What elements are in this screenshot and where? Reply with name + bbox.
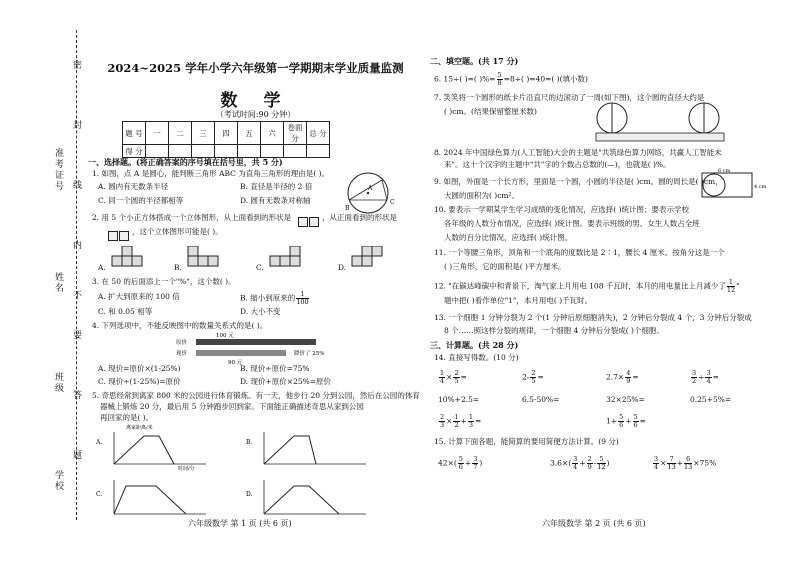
page-1 xyxy=(88,0,423,561)
q1-option-a: A. 圆内有无数条半径 xyxy=(98,182,169,191)
seal-char: 内 xyxy=(71,240,81,251)
score-cell: 四 xyxy=(215,122,238,145)
label-exam-number: 准考证号 xyxy=(53,148,63,192)
q2-shape-b xyxy=(186,246,226,272)
q14-item: 0.25+5%= xyxy=(690,395,732,404)
q14-item: 32×25%= xyxy=(606,395,645,404)
q14-item: 10%+2.5= xyxy=(438,395,480,404)
q12-line-1: 12. "在碳达峰碳中和背景下，淘气家上月用电 108 千瓦时，本月的用电量比上月减少了 $\frac{1}{12}$ " xyxy=(434,278,740,294)
q9-line-2: 大圆的面积为( )cm²。 xyxy=(444,191,520,200)
label-class: 班级 xyxy=(53,372,63,394)
q2-option-c: C. xyxy=(256,263,264,272)
svg-text:D.: D. xyxy=(246,491,253,498)
q15-item-3: $\frac{3}{4}$ × $\frac{7}{13}$ + $\frac{6}{13}$ ×75% xyxy=(654,455,717,471)
binding-strip xyxy=(0,0,88,561)
q5-stem-3: 再回家的是( )。 xyxy=(100,413,154,422)
q13-line-1: 13. 一个细胞 1 分钟分裂为 2 个(1 分钟后原细胞消失)，2 分钟后分裂成 4 个，3 分钟后分裂成 xyxy=(434,313,752,322)
score-table xyxy=(122,121,330,158)
q4-stem: 4. 下列选项中，不能反映图中的数量关系式的是( )。 xyxy=(92,321,268,330)
score-cell: 题 号 xyxy=(123,122,146,145)
q2-front-view-icon xyxy=(108,226,130,245)
svg-text:B: B xyxy=(345,205,350,212)
q5-graph-b xyxy=(246,432,366,464)
q5-stem-2: 器械上锻炼 20 分，最后用 5 分钟跑步回到家。下面能正确描述奇思从家到公园 xyxy=(100,402,364,411)
q5-graph-d xyxy=(246,480,366,514)
q9-rect-circle-figure xyxy=(700,168,770,200)
score-cell[interactable] xyxy=(307,145,330,158)
q4-option-b: B. 现价÷原价=75% xyxy=(240,364,310,373)
seal-char: 题 xyxy=(71,450,81,461)
q12-line-2: 题中把( )看作单位"1"，本月用电( )千瓦时。 xyxy=(444,296,593,305)
q14-item: $\frac{3}{2}$ ÷ $\frac{3}{4}$ = xyxy=(692,369,719,385)
q8-line-2: 来"。这十个汉字的主题中"共"字的个数占总数的(—)，也就是( )%。 xyxy=(444,160,671,169)
q5-graphs xyxy=(96,424,416,518)
q1-option-c: C. 同一个圆的半径都相等 xyxy=(98,196,184,205)
q2-shape-d xyxy=(350,246,390,272)
q14-item: 1+ $\frac{5}{6}$ + $\frac{5}{6}$ = xyxy=(606,413,646,429)
seal-line xyxy=(76,30,77,520)
q1-stem: 1. 如图，点 A 是圆心，能判断三角形 ABC 为直角三角形的理由是( )。 xyxy=(92,169,330,178)
q15-item-1: 42×( $\frac{5}{6}$ + $\frac{3}{7}$ ) xyxy=(438,455,483,471)
score-cell: 得 分 xyxy=(123,145,146,158)
q14-item: $\frac{2}{3}$ × $\frac{1}{2}$ + $\frac{1}{3}$ = xyxy=(440,413,482,429)
svg-text:离家距离/米: 离家距离/米 xyxy=(126,425,153,431)
q7-line-1: 7. 笑笑将一个圆形的纸卡片沿直尺的边滚动了一周(如下图)，这个圆的直径大约是 xyxy=(434,93,705,102)
q10-line-2: 各年级的人数分布情况，应选择( )统计图。要表示班级的男、女生人数占全班 xyxy=(444,219,700,228)
q5-stem-1: 5. 奇思经常到离家 800 米的公园进行体育锻炼。有一天，他步行 20 分到公园，然后在公园的体育 xyxy=(92,391,420,400)
score-cell[interactable] xyxy=(238,145,261,158)
score-cell[interactable] xyxy=(169,145,192,158)
q14-item: 2.7× $\frac{4}{9}$ = xyxy=(606,369,639,385)
q13-line-2: 8 个……照这样分裂的规律，一个细胞 4 分钟后分裂成( )个细胞。 xyxy=(444,326,664,335)
seal-char: 密 xyxy=(71,60,81,71)
svg-text:C.: C. xyxy=(96,491,103,498)
footer-page-2: 六年级数学 第 2 页 (共 6 页) xyxy=(542,519,646,528)
score-cell[interactable] xyxy=(192,145,215,158)
svg-text:A.: A. xyxy=(96,439,103,446)
q5-graph-c xyxy=(96,480,206,514)
q3-option-c: C. 和 0.05 相等 xyxy=(98,307,153,316)
score-cell: 总 分 xyxy=(307,122,330,145)
section2-heading: 二、填空题。(共 17 分) xyxy=(430,56,519,66)
q15-item-2: 3.6×( $\frac{3}{4}$ + $\frac{2}{9}$ - $\frac{5}{12}$ ) xyxy=(550,455,610,471)
score-cell: 五 xyxy=(238,122,261,145)
q4-option-d: D. 现价+原价×25%=原价 xyxy=(240,377,332,386)
svg-text:原价: 原价 xyxy=(176,340,188,346)
svg-text:4 cm: 4 cm xyxy=(754,184,767,190)
seal-char: 封 xyxy=(71,120,81,131)
q1-circle-figure xyxy=(342,170,402,216)
q5-graph-a xyxy=(96,424,206,472)
svg-text:6 cm: 6 cm xyxy=(718,168,731,174)
q10-line-3: 人数的百分比情况，应选择( )统计图。 xyxy=(444,233,573,242)
q2-shape-a xyxy=(110,246,150,272)
svg-text:100 元: 100 元 xyxy=(216,333,234,339)
q2-top-view-icon xyxy=(298,212,320,231)
exam-time: （考试时间:90 分钟） xyxy=(215,110,296,119)
svg-text:C: C xyxy=(390,199,395,206)
q3-option-d: D. 大小不变 xyxy=(240,307,281,316)
seal-char: 要 xyxy=(71,330,81,341)
score-cell: 六 xyxy=(261,122,284,145)
footer-page-1: 六年级数学 第 1 页 (共 6 页) xyxy=(188,519,292,528)
q2-option-d: D. xyxy=(338,263,347,272)
score-cell: 二 xyxy=(169,122,192,145)
q4-bar-figure xyxy=(176,331,356,367)
q7-ruler-figure xyxy=(594,102,726,144)
q1-option-d: D. 圆有无数条对称轴 xyxy=(240,196,311,205)
q2-option-b: B. xyxy=(174,263,182,272)
q7-line-2: ( )cm。(结果保留整厘米数) xyxy=(444,107,537,116)
q6: 6. 15÷( )=( )%= $\frac{5}{8}$ =8÷( )=40=( )(填小数) xyxy=(434,71,588,87)
q11-line-2: ( )三角形，它的面积是( )平方厘米。 xyxy=(444,262,566,271)
seal-char: 答 xyxy=(71,390,81,401)
q2-stem-2: ，从正面看到的形状是 xyxy=(322,213,397,222)
q14-item: 6.5-50%= xyxy=(522,395,560,404)
q14-item: 2- $\frac{2}{5}$ = xyxy=(522,369,544,385)
q9-line-1: 9. 如图，外面是一个长方形，里面是一个圆，小圆的半径是( )cm。圆的周长是( )cm， xyxy=(434,177,723,186)
svg-text:时间/分: 时间/分 xyxy=(178,466,195,472)
exam-title: 2024~2025 学年小学六年级第一学期期末学业质量监测 xyxy=(107,61,404,75)
q14-heading: 14. 直接写得数。(10 分) xyxy=(434,353,519,362)
svg-text:B.: B. xyxy=(246,439,253,446)
seal-char: 线 xyxy=(71,180,81,191)
q15-heading: 15. 计算下面各题，能简算的要用简便方法计算。(9 分) xyxy=(434,437,619,446)
svg-text:降价了 25%: 降价了 25% xyxy=(294,351,325,357)
section1-heading: 一、选择题。(将正确答案的序号填在括号里，共 5 分) xyxy=(88,157,283,167)
label-name: 姓名 xyxy=(53,272,63,294)
q2-stem-3: ，这个立体图形可能是( )。 xyxy=(132,227,223,236)
q1-option-b: B. 直径是半径的 2 倍 xyxy=(240,182,313,191)
subject-title: 数 学 xyxy=(220,91,291,111)
q2-option-a: A. xyxy=(98,263,106,272)
seal-char: 不 xyxy=(71,290,81,301)
score-cell: 一 xyxy=(146,122,169,145)
score-cell[interactable] xyxy=(261,145,284,158)
score-cell[interactable] xyxy=(215,145,238,158)
q2-stem-1: 2. 用 5 个小正方体搭成一个立体图形，从上面看到的形状是 xyxy=(92,213,292,222)
score-cell[interactable] xyxy=(284,145,307,158)
score-cell: 卷面分 xyxy=(284,122,307,145)
label-school: 学校 xyxy=(53,470,63,492)
q8-line-1: 8. 2024 年中国绿色算力(人工智能)大会的主题是"共筑绿色算力网络，共赢人工智能未 xyxy=(434,148,722,157)
q2-shape-c xyxy=(268,246,308,272)
q4-option-c: C. 现价÷(1-25%)=原价 xyxy=(98,377,181,386)
score-cell[interactable] xyxy=(146,145,169,158)
q14-item: $\frac{1}{4}$ × $\frac{2}{5}$ = xyxy=(440,369,467,385)
q4-option-a: A. 现价=原价×(1-25%) xyxy=(98,364,181,373)
svg-text:现价: 现价 xyxy=(176,351,188,357)
q3-option-b: B. 缩小到原来的 $\frac{1}{100}$ xyxy=(240,290,309,306)
section3-heading: 三、计算题。(共 28 分) xyxy=(430,340,519,350)
q3-option-a: A. 扩大到原来的 100 倍 xyxy=(98,292,180,301)
q3-stem: 3. 在 50 的后面添上一个"%"，这个数( )。 xyxy=(92,277,236,286)
q11-line-1: 11. 一个等腰三角形，顶角和一个底角的度数比是 2∶1，腰长 4 厘米。按角分这是一个 xyxy=(434,248,725,257)
page-2 xyxy=(430,0,770,561)
score-cell: 三 xyxy=(192,122,215,145)
q10-line-1: 10. 要表示一学期某学生学习成绩的变化情况，应选择( )统计图；要表示学校 xyxy=(434,205,690,214)
svg-text:A: A xyxy=(368,185,373,192)
svg-text:90 元: 90 元 xyxy=(228,360,243,366)
